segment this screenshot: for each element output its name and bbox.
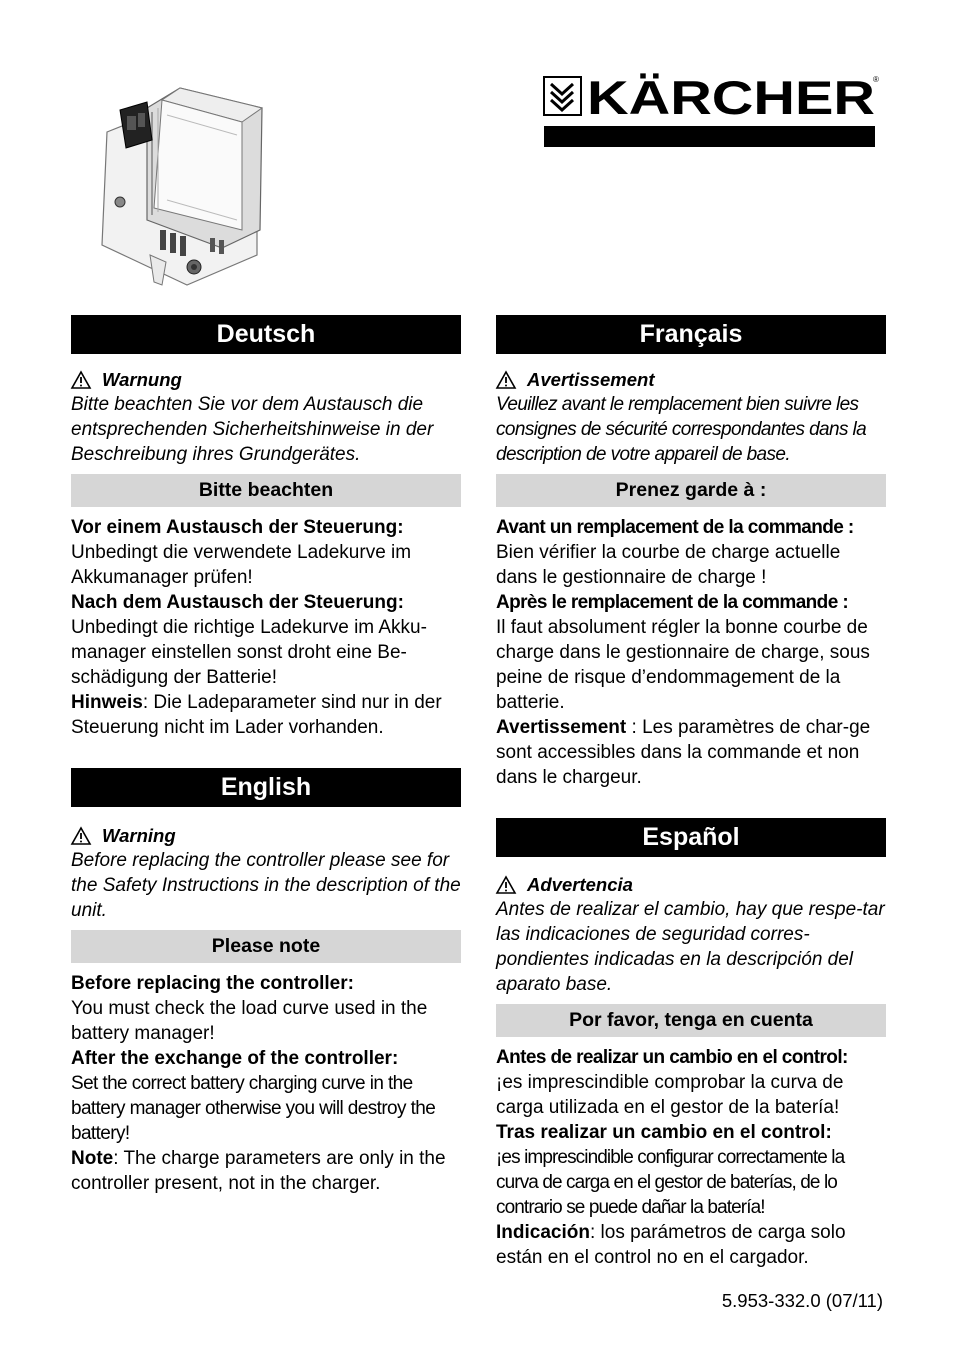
before-label: Vor einem Austausch der Steuerung:: [71, 517, 404, 538]
note-body: [496, 1045, 886, 1270]
warning-text: Before replacing the controller please see for the Safety Instructions in the description of the unit.: [71, 850, 461, 921]
note-title: Bitte beachten: [71, 474, 461, 507]
after-text: ¡es imprescindible configurar correctamente la curva de carga en el gestor de baterías, de lo contrario se puede dañar la batería!: [496, 1147, 845, 1218]
after-label: Nach dem Austausch der Steuerung:: [71, 592, 404, 613]
karcher-logo: [543, 71, 879, 148]
after-text: Unbedingt die richtige Ladekurve im Akku-manager einstellen sonst droht eine Be-schädigung der Batterie!: [71, 617, 427, 688]
warning-heading: [496, 367, 886, 392]
note-title: Por favor, tenga en cuenta: [496, 1004, 886, 1037]
hint-paragraph: [496, 1220, 886, 1270]
warning-text: Antes de realizar el cambio, hay que respe-tar las indicaciones de seguridad corres-pondientes indicadas en la descripción del aparato base.: [496, 899, 885, 995]
note-body: [496, 515, 886, 790]
warning-title: Warning: [102, 825, 176, 846]
note-title: Prenez garde à :: [496, 474, 886, 507]
warning-title: Avertissement: [527, 369, 655, 390]
hint-paragraph: [71, 690, 461, 740]
controller-image: [92, 80, 272, 290]
section-francais: [496, 315, 886, 790]
section-title: Français: [496, 315, 886, 354]
hint-label: Hinweis: [71, 692, 143, 713]
warning-title: Warnung: [102, 369, 182, 390]
hint-paragraph: [71, 1146, 461, 1196]
before-text: Unbedingt die verwendete Ladekurve im Akkumanager prüfen!: [71, 542, 412, 588]
before-label: Avant un remplacement de la commande :: [496, 517, 854, 538]
before-text: Bien vérifier la courbe de charge actuelle dans le gestionnaire de charge !: [496, 542, 841, 588]
warning-icon: [496, 876, 516, 894]
note-body: [71, 515, 461, 740]
section-title: Español: [496, 818, 886, 857]
after-text: Il faut absolument régler la bonne courbe de charge dans le gestionnaire de charge, sous peine de risque d’endommagement de la batterie.: [496, 617, 870, 713]
hint-text: : Les paramètres de char-ge sont accessibles dans la commande et non dans le chargeur.: [496, 717, 871, 788]
section-title: Deutsch: [71, 315, 461, 354]
before-text: ¡es imprescindible comprobar la curva de carga utilizada en el gestor de la batería!: [496, 1072, 844, 1118]
section-espanol: [496, 818, 886, 1270]
after-label: Après le remplacement de la commande :: [496, 592, 849, 613]
registered-mark: ®: [873, 75, 879, 84]
warning-text: Veuillez avant le remplacement bien suivre les consignes de sécurité correspondantes dans la description de votre appareil de base.: [496, 394, 867, 465]
document-number: 5.953-332.0 (07/11): [721, 1290, 883, 1311]
before-label: Antes de realizar un cambio en el control:: [496, 1047, 848, 1068]
warning-text: Bitte beachten Sie vor dem Austausch die entsprechenden Sicherheitshinweise in der Beschreibung ihres Grundgerätes.: [71, 394, 434, 465]
warning-icon: [71, 827, 91, 845]
section-deutsch: [71, 315, 461, 740]
note-title: Please note: [71, 930, 461, 963]
warning-icon: [496, 371, 516, 389]
before-text: You must check the load curve used in the battery manager!: [71, 998, 428, 1044]
hint-text: : The charge parameters are only in the controller present, not in the charger.: [71, 1148, 446, 1194]
warning-title: Advertencia: [527, 874, 633, 895]
hint-paragraph: [496, 715, 886, 790]
after-label: Tras realizar un cambio en el control:: [496, 1122, 832, 1143]
note-body: [71, 971, 461, 1196]
warning-icon: [71, 371, 91, 389]
hint-text: : los parámetros de carga solo están en el control no en el cargador.: [496, 1222, 846, 1268]
hint-label: Indicación: [496, 1222, 590, 1243]
section-title: English: [71, 768, 461, 807]
warning-heading: [71, 367, 461, 392]
hint-label: Note: [71, 1148, 114, 1169]
warning-heading: [496, 872, 886, 897]
logo-wordmark: KÄRCHER: [587, 71, 875, 124]
hint-text: : Die Ladeparameter sind nur in der Steuerung nicht im Lader vorhanden.: [71, 692, 442, 738]
hint-label: Avertissement: [496, 717, 627, 738]
before-label: Before replacing the controller:: [71, 973, 354, 994]
section-english: [71, 768, 461, 1196]
after-label: After the exchange of the controller:: [71, 1048, 399, 1069]
after-text: Set the correct battery charging curve in the battery manager otherwise you will destroy the battery!: [71, 1073, 436, 1144]
warning-heading: [71, 823, 461, 848]
